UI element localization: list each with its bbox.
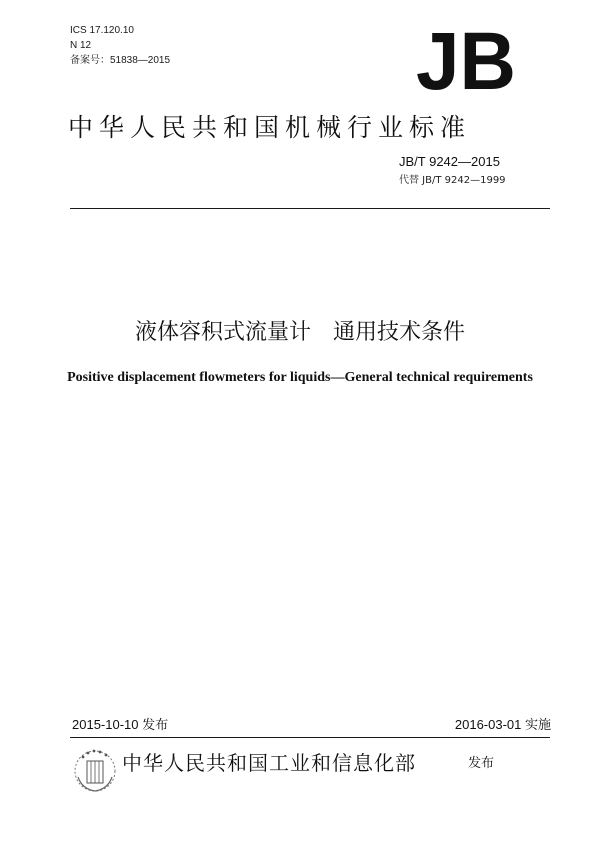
header-divider — [70, 208, 550, 209]
issuing-authority-suffix: 发布 — [468, 756, 495, 771]
issuing-authority: 中华人民共和国工业和信息化部 — [122, 751, 416, 775]
issue-date: 2015-10-10 发布 — [72, 717, 169, 732]
ccs-code: N 12 — [70, 40, 92, 51]
document-title-en: Positive displacement flowmeters for liquids—General technical requirements — [67, 370, 533, 385]
standard-number: JB/T 9242—2015 — [399, 154, 500, 169]
filing-number: 备案号：51838—2015 — [70, 55, 171, 66]
ministry-emblem-icon — [70, 745, 120, 797]
jb-logo-text: JB — [416, 25, 516, 95]
footer-divider — [70, 737, 550, 738]
replaces-standard: 代替 JB/T 9242—1999 — [399, 175, 506, 186]
jb-logo — [415, 25, 518, 95]
implementation-date: 2016-03-01 实施 — [454, 717, 551, 732]
industry-standard-title: 中华人民共和国机械行业标准 — [68, 113, 472, 142]
document-title-cn: 液体容积式流量计 通用技术条件 — [134, 320, 465, 345]
ics-code: ICS 17.120.10 — [70, 25, 134, 36]
classification-block — [70, 23, 170, 68]
